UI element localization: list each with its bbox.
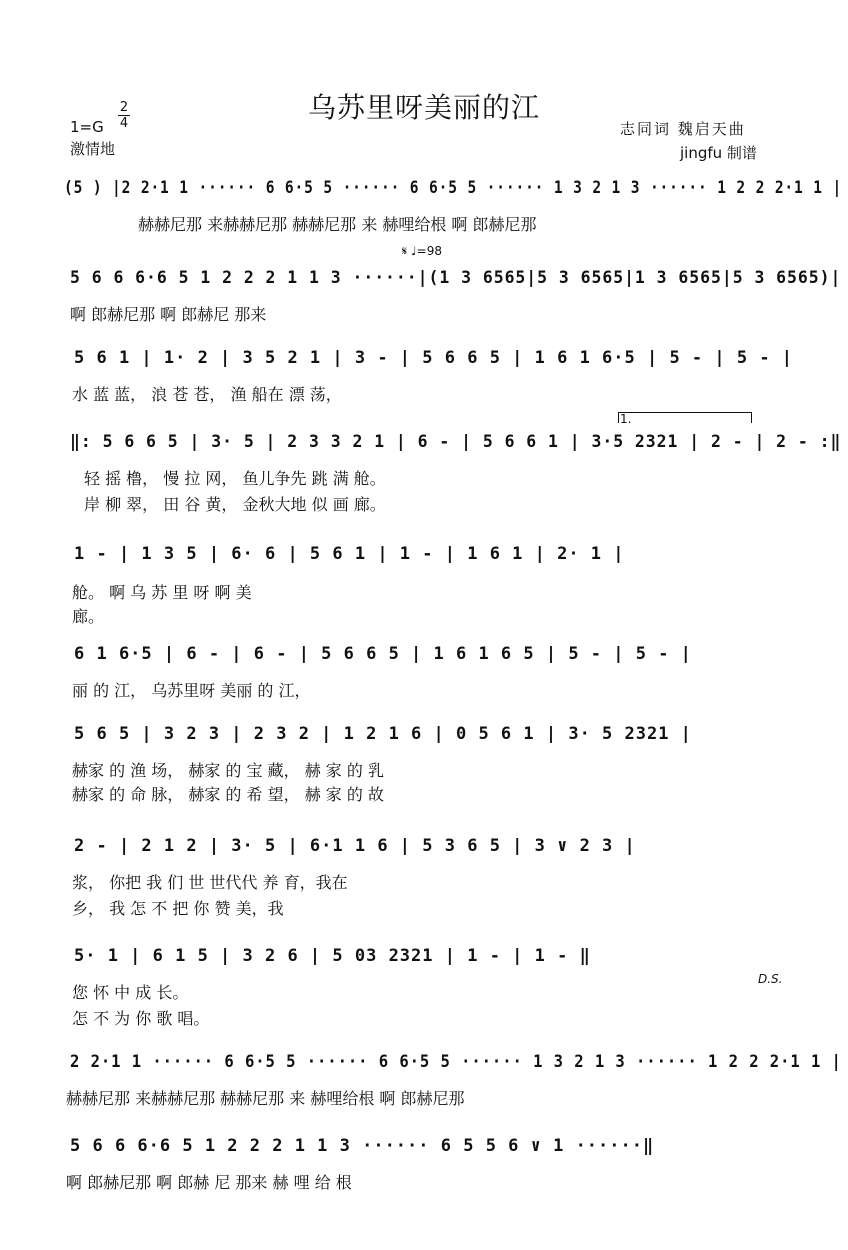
- notation-line-9: 5· 1 | 6 1 5 | 3 2 6 | 5 03 2321 | 1 - | 1 - ‖: [74, 946, 591, 966]
- lyric-line-4a: 轻 摇 橹， 慢 拉 网， 鱼儿争先 跳 满 舱。: [84, 469, 386, 488]
- lyric-line-1: 赫赫尼那 来赫赫尼那 赫赫尼那 来 赫哩给根 啊 郎赫尼那: [138, 215, 537, 234]
- expression-mark: 激情地: [70, 140, 116, 158]
- lyric-line-11: 啊 郎赫尼那 啊 郎赫 尼 那来 赫 哩 给 根: [66, 1173, 352, 1192]
- notation-line-2: 5 6 6 6·6 5 1 2 2 2 1 1 3 ······|(1 3 6565|5 3 6565|1 3 6565|5 3 6565)|: [70, 268, 842, 288]
- ds-mark: D.S.: [758, 972, 783, 986]
- lyric-line-5b: 廊。: [72, 607, 105, 626]
- lyric-line-10: 赫赫尼那 来赫赫尼那 赫赫尼那 来 赫哩给根 啊 郎赫尼那: [66, 1089, 465, 1108]
- lyric-line-2: 啊 郎赫尼那 啊 郎赫尼 那来: [70, 305, 267, 324]
- arranger-credit: jingfu 制谱: [680, 144, 757, 162]
- volta-line: [618, 412, 752, 423]
- notation-line-3: 5 6 1 | 1· 2 | 3 5 2 1 | 3 - | 5 6 6 5 | 1 6 1 6·5 | 5 - | 5 - |: [74, 348, 794, 368]
- notation-line-11: 5 6 6 6·6 5 1 2 2 2 1 1 3 ······ 6 5 5 6 ∨ 1 ······‖: [70, 1136, 655, 1156]
- notation-line-1: (5 ) |2 2·1 1 ······ 6 6·5 5 ······ 6 6·5 5 ······ 1 3 2 1 3 ······ 1 2 2 2·1 1 |: [64, 178, 843, 198]
- lyric-line-9a: 您 怀 中 成 长。: [72, 983, 189, 1002]
- lyric-line-6: 丽 的 江， 乌苏里呀 美丽 的 江，: [72, 681, 311, 700]
- notation-line-10: 2 2·1 1 ······ 6 6·5 5 ······ 6 6·5 5 ······ 1 3 2 1 3 ······ 1 2 2 2·1 1 |: [70, 1052, 842, 1072]
- notation-line-7: 5 6 5 | 3 2 3 | 2 3 2 | 1 2 1 6 | 0 5 6 1 | 3· 5 2321 |: [74, 724, 692, 744]
- time-signature: [118, 101, 130, 130]
- notation-line-5: 1 - | 1 3 5 | 6· 6 | 5 6 1 | 1 - | 1 6 1 | 2· 1 |: [74, 544, 625, 564]
- lyric-line-7b: 赫家 的 命 脉， 赫家 的 希 望， 赫 家 的 故: [72, 785, 384, 804]
- notation-line-8: 2 - | 2 1 2 | 3· 5 | 6·1 1 6 | 5 3 6 5 | 3 ∨ 2 3 |: [74, 836, 636, 856]
- lyric-line-3: 水 蓝 蓝， 浪 苍 苍， 渔 船在 漂 荡，: [72, 385, 342, 404]
- lyric-line-8b: 乡， 我 怎 不 把 你 赞 美，我: [72, 899, 284, 918]
- key-signature: 1=G: [70, 118, 104, 136]
- lyric-line-4b: 岸 柳 翠， 田 谷 黄， 金秋大地 似 画 廊。: [84, 495, 386, 514]
- notation-line-6: 6 1 6·5 | 6 - | 6 - | 5 6 6 5 | 1 6 1 6 5 | 5 - | 5 - |: [74, 644, 692, 664]
- volta-bracket: 1.: [620, 412, 632, 426]
- credits: 志同词 魏启天曲: [620, 120, 746, 138]
- time-signature-bottom: 4: [119, 116, 129, 131]
- song-title: 乌苏里呀美丽的江: [307, 91, 540, 124]
- tempo-mark: 𝄋 ♩=98: [402, 244, 442, 258]
- lyric-line-5a: 舱。 啊 乌 苏 里 呀 啊 美: [72, 583, 252, 602]
- lyric-line-9b: 怎 不 为 你 歌 唱。: [72, 1009, 210, 1028]
- lyric-line-8a: 浆， 你把 我 们 世 世代代 养 育，我在: [72, 873, 348, 892]
- lyric-line-7a: 赫家 的 渔 场， 赫家 的 宝 藏， 赫 家 的 乳: [72, 761, 384, 780]
- notation-line-4: ‖: 5 6 6 5 | 3· 5 | 2 3 3 2 1 | 6 - | 5 6 6 1 | 3·5 2321 | 2 - | 2 - :‖: [70, 432, 842, 452]
- time-signature-top: 2: [119, 100, 129, 115]
